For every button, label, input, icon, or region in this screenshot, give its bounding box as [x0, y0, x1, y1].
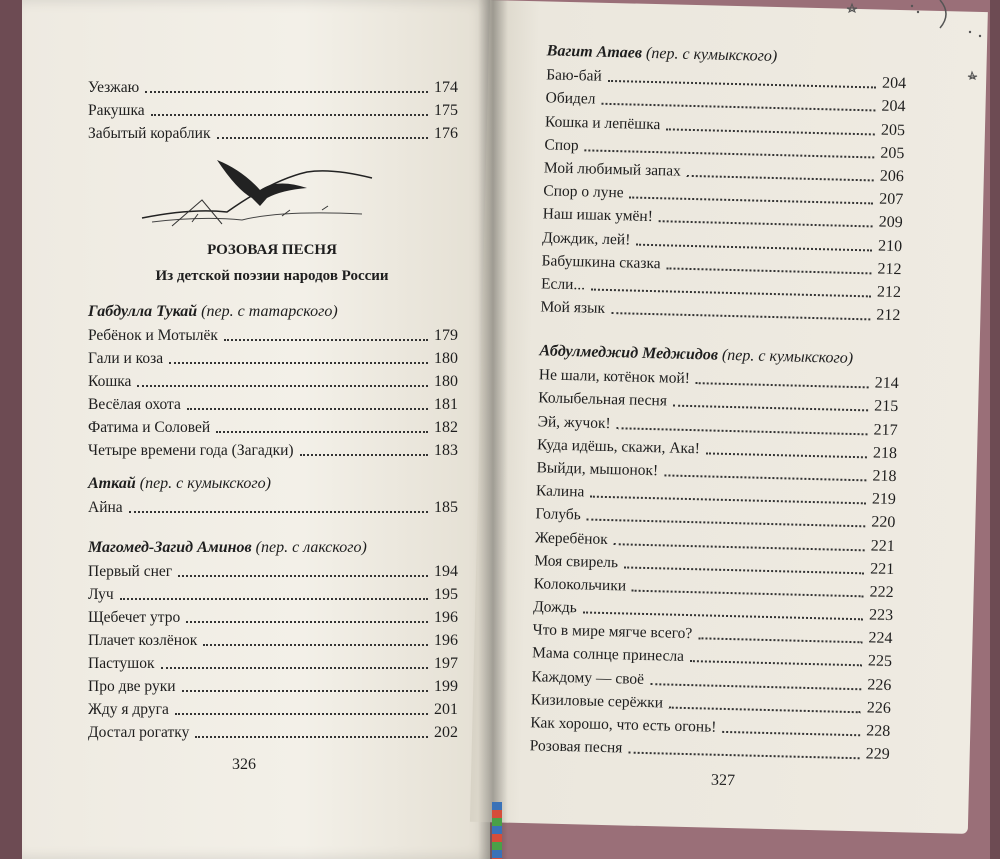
toc-entry: Фатима и Соловей 182 [88, 419, 458, 436]
toc-entry: Бабушкина сказка 212 [541, 252, 902, 278]
toc-entry: Мама солнце принесла 225 [531, 644, 893, 671]
toc-entry: Пастушок 197 [88, 655, 458, 672]
top-entries [88, 76, 458, 145]
star-doodle-icon [840, 0, 1000, 90]
toc-entry: Спор 205 [544, 136, 905, 162]
background-right-edge [990, 0, 1000, 859]
author-heading: Вагит Атаев (пер. с кумыкского) [546, 42, 778, 66]
section-title: РОЗОВАЯ ПЕСНЯ [207, 242, 337, 258]
toc-entry: Колокольчики 222 [533, 575, 894, 601]
section-subtitle: Из детской поэзии народов России [155, 268, 389, 284]
toc-entry: Первый снег 194 [88, 563, 458, 580]
toc-entry: Каждому — своё 226 [531, 667, 892, 694]
toc-entry: Ребёнок и Мотылёк 179 [88, 327, 458, 344]
author-heading: Габдулла Тукай (пер. с татарского) [88, 303, 338, 320]
toc-entry: Как хорошо, что есть огонь! 228 [530, 714, 891, 740]
toc-entry: Выйди, мышонок! 218 [536, 459, 897, 486]
toc-entry: Не шали, котёнок мой! 214 [538, 366, 899, 393]
background-left-edge [0, 0, 22, 859]
toc-entry: Наш ишак умён! 209 [542, 205, 903, 232]
toc-entry: Кизиловые серёжки 226 [530, 691, 892, 717]
toc-entry: Уезжаю 174 [88, 79, 458, 96]
toc-entry: Кошка и лепёшка 205 [544, 112, 906, 139]
toc-entry: Куда идёшь, скажи, Ака! 218 [536, 436, 898, 462]
right-page [470, 0, 988, 834]
toc-entry: Эй, жучок! 217 [537, 412, 898, 439]
toc-entry: Щебечет утро 196 [88, 609, 458, 626]
toc-entry: Дождик, лей! 210 [542, 228, 903, 255]
eagle-illustration [132, 150, 382, 230]
toc-entry: Розовая песня 229 [529, 737, 890, 764]
toc-entry: Баю-бай 204 [545, 66, 907, 93]
toc-entry: Весёлая охота 181 [88, 396, 458, 413]
book-spine-shadow [478, 0, 508, 859]
toc-entry: Луч 195 [88, 586, 458, 603]
page-number: 327 [710, 771, 736, 790]
author-heading: Абдулмеджид Меджидов (пер. с кумыкского) [539, 342, 854, 367]
author-block [88, 472, 458, 519]
page-number: 326 [232, 756, 256, 773]
toc-entry: Обидел 204 [545, 89, 906, 116]
toc-entry: Кошка 180 [88, 373, 458, 390]
toc-entry: Моя свирель 221 [534, 551, 895, 578]
author-block [530, 339, 900, 766]
toc-entry: Если... 212 [540, 275, 902, 302]
toc-entry: Четыре времени года (Загадки) 183 [88, 442, 458, 459]
toc-entry: Что в мире мягче всего? 224 [532, 621, 893, 648]
toc-entry: Жду я друга 201 [88, 701, 458, 718]
toc-entry: Достал рогатку 202 [88, 724, 458, 741]
toc-entry: Колыбельная песня 215 [538, 389, 899, 416]
toc-entry: Жеребёнок 221 [534, 528, 895, 555]
toc-entry: Плачет козлёнок 196 [88, 632, 458, 649]
left-page [22, 0, 490, 859]
toc-entry: Айна 185 [88, 499, 458, 516]
author-block [88, 300, 458, 462]
author-heading: Магомед-Загид Аминов (пер. с лакского) [88, 539, 367, 556]
toc-entry: Голубь 220 [535, 505, 896, 532]
author-block [88, 536, 458, 744]
toc-entry: Дождь 223 [532, 598, 894, 625]
toc-entry: Ракушка 175 [88, 102, 458, 119]
toc-entry: Про две руки 199 [88, 678, 458, 695]
toc-entry: Гали и коза 180 [88, 350, 458, 367]
toc-entry: Мой любимый запах 206 [543, 159, 905, 186]
toc-entry: Калина 219 [535, 482, 897, 509]
toc-entry: Мой язык 212 [540, 298, 901, 325]
toc-entry: Забытый кораблик 176 [88, 125, 458, 142]
toc-entry: Спор о луне 207 [543, 182, 904, 209]
bookmark-ribbons [492, 802, 502, 859]
author-heading: Аткай (пер. с кумыкского) [88, 475, 271, 492]
